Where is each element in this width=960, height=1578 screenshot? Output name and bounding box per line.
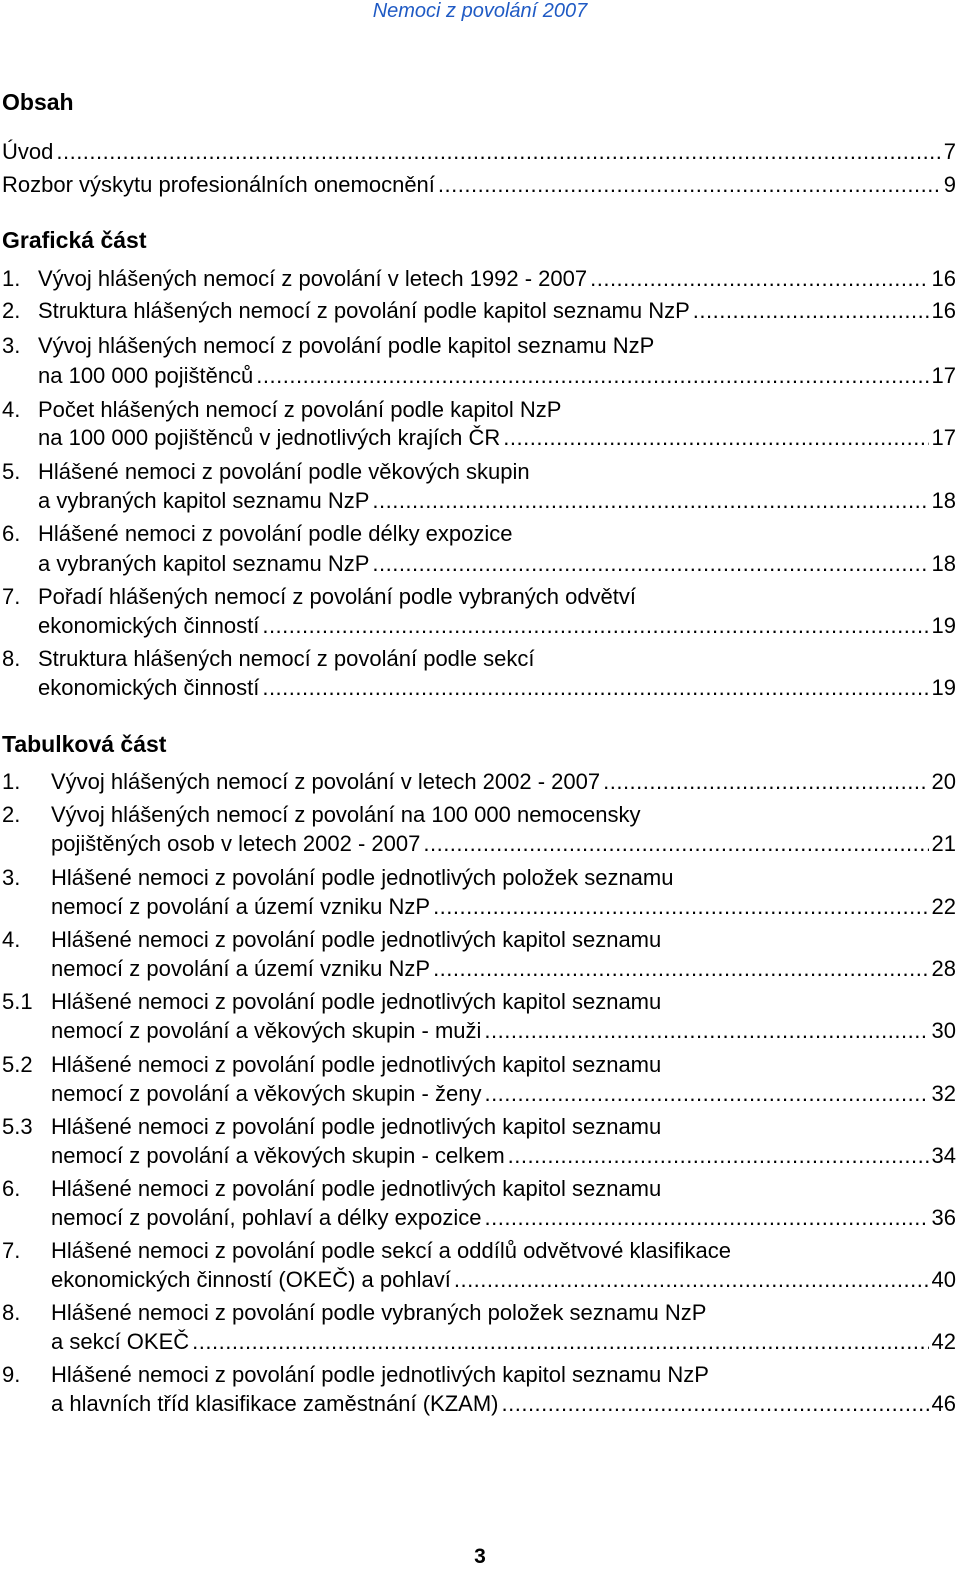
toc-graph-entry-2[interactable] <box>2 296 956 326</box>
toc-entry-page: 30 <box>931 1018 956 1043</box>
toc-entry-page: 19 <box>931 613 956 638</box>
toc-table-entry-4-cont[interactable] <box>2 954 956 984</box>
dot-leader <box>454 1265 929 1295</box>
entry-number: 1. <box>2 769 21 794</box>
dot-leader <box>423 829 928 859</box>
toc-graph-entry-4[interactable] <box>2 395 956 425</box>
entry-number: 3. <box>2 333 21 358</box>
entry-number: 2. <box>2 298 21 323</box>
dot-leader <box>438 170 941 200</box>
toc-entry-text: Hlášené nemoci z povolání podle jednotlivých kapitol seznamu <box>51 1052 662 1077</box>
toc-table-entry-5-3-cont[interactable] <box>2 1141 956 1171</box>
toc-heading: Obsah <box>2 89 74 115</box>
toc-entry-text: nemocí z povolání a věkových skupin - celkem <box>51 1143 505 1168</box>
toc-table-entry-7[interactable] <box>2 1236 956 1266</box>
entry-number: 4. <box>2 927 21 952</box>
toc-graph-entry-5-cont[interactable] <box>2 486 956 516</box>
toc-entry-text: ekonomických činností <box>38 675 260 700</box>
toc-table-entry-2-cont[interactable] <box>2 829 956 859</box>
entry-number: 5.3 <box>2 1114 33 1139</box>
entry-number: 7. <box>2 584 21 609</box>
toc-graph-entry-3-cont[interactable] <box>2 361 956 391</box>
entry-number: 8. <box>2 1300 21 1325</box>
page-number: 3 <box>474 1545 486 1568</box>
toc-entry-page: 9 <box>943 172 956 197</box>
toc-table-entry-5-3[interactable] <box>2 1112 956 1142</box>
toc-entry-text: na 100 000 pojištěnců v jednotlivých krajích ČR <box>38 425 501 450</box>
toc-entry-page: 18 <box>931 551 956 576</box>
toc-entry-text: nemocí z povolání, pohlaví a délky expozice <box>51 1205 482 1230</box>
entry-number: 6. <box>2 521 21 546</box>
toc-entry-page: 20 <box>931 769 956 794</box>
dot-leader <box>603 767 928 797</box>
toc-entry-text: nemocí z povolání a území vzniku NzP <box>51 956 431 981</box>
dot-leader <box>372 549 928 579</box>
toc-entry-text: pojištěných osob v letech 2002 - 2007 <box>51 831 421 856</box>
toc-entry-text: Rozbor výskytu profesionálních onemocnění <box>2 172 435 197</box>
toc-entry-page: 7 <box>943 139 956 164</box>
toc-table-entry-5-1[interactable] <box>2 987 956 1017</box>
toc-entry-text: nemocí z povolání a území vzniku NzP <box>51 894 431 919</box>
dot-leader <box>56 137 940 167</box>
toc-entry-text: nemocí z povolání a věkových skupin - muži <box>51 1018 482 1043</box>
toc-table-entry-3-cont[interactable] <box>2 892 956 922</box>
toc-entry-page: 42 <box>931 1329 956 1354</box>
toc-entry-page: 32 <box>931 1081 956 1106</box>
entry-number: 4. <box>2 397 21 422</box>
toc-entry-page: 28 <box>931 956 956 981</box>
toc-entry-text: Vývoj hlášených nemocí z povolání v letech 1992 - 2007 <box>38 266 588 291</box>
dot-leader <box>502 1389 929 1419</box>
toc-entry-page: 40 <box>931 1267 956 1292</box>
entry-number: 5.2 <box>2 1052 33 1077</box>
toc-entry-text: ekonomických činností (OKEČ) a pohlaví <box>51 1267 451 1292</box>
toc-graph-entry-6[interactable] <box>2 519 956 549</box>
toc-graph-entry-3[interactable] <box>2 331 956 361</box>
toc-entry-text: a vybraných kapitol seznamu NzP <box>38 488 370 513</box>
toc-entry-text: Hlášené nemoci z povolání podle jednotlivých kapitol seznamu <box>51 1114 662 1139</box>
toc-entry-text: Hlášené nemoci z povolání podle jednotlivých kapitol seznamu <box>51 1176 662 1201</box>
dot-leader <box>508 1141 929 1171</box>
entry-number: 9. <box>2 1362 21 1387</box>
entry-number: 7. <box>2 1238 21 1263</box>
toc-entry-text: Vývoj hlášených nemocí z povolání v letech 2002 - 2007 <box>51 769 601 794</box>
entry-number: 6. <box>2 1176 21 1201</box>
toc-entry-intro[interactable] <box>2 137 956 167</box>
toc-table-entry-2[interactable] <box>2 800 956 830</box>
toc-table-entry-6[interactable] <box>2 1174 956 1204</box>
table-section-heading: Tabulková část <box>2 731 167 757</box>
toc-entry-text: Hlášené nemoci z povolání podle jednotlivých kapitol seznamu <box>51 927 662 952</box>
toc-graph-entry-5[interactable] <box>2 457 956 487</box>
toc-entry-page: 34 <box>931 1143 956 1168</box>
toc-entry-text: Hlášené nemoci z povolání podle sekcí a oddílů odvětvové klasifikace <box>51 1238 731 1263</box>
toc-graph-entry-7[interactable] <box>2 582 956 612</box>
dot-leader <box>693 296 929 326</box>
toc-entry-text: Hlášené nemoci z povolání podle jednotlivých položek seznamu <box>51 865 674 890</box>
dot-leader <box>433 892 928 922</box>
graphic-section-heading: Grafická část <box>2 227 147 253</box>
toc-graph-entry-1[interactable] <box>2 264 956 294</box>
toc-entry-text: Pořadí hlášených nemocí z povolání podle vybraných odvětví <box>38 584 637 609</box>
toc-table-entry-5-1-cont[interactable] <box>2 1016 956 1046</box>
entry-number: 5. <box>2 459 21 484</box>
dot-leader <box>433 954 928 984</box>
toc-entry-page: 21 <box>931 831 956 856</box>
toc-entry-text: na 100 000 pojištěnců <box>38 363 254 388</box>
entry-number: 2. <box>2 802 21 827</box>
dot-leader <box>484 1016 928 1046</box>
toc-entry-page: 46 <box>931 1391 956 1416</box>
entry-number: 3. <box>2 865 21 890</box>
toc-entry-text: Hlášené nemoci z povolání podle jednotlivých kapitol seznamu NzP <box>51 1362 709 1387</box>
dot-leader <box>484 1079 928 1109</box>
dot-leader <box>262 673 928 703</box>
toc-entry-text: nemocí z povolání a věkových skupin - ženy <box>51 1081 482 1106</box>
toc-table-entry-9[interactable] <box>2 1360 956 1390</box>
entry-number: 5.1 <box>2 989 33 1014</box>
toc-graph-entry-8-cont[interactable] <box>2 673 956 703</box>
toc-table-entry-5-2[interactable] <box>2 1050 956 1080</box>
toc-entry-text: Struktura hlášených nemocí z povolání podle sekcí <box>38 646 535 671</box>
toc-entry-page: 16 <box>931 266 956 291</box>
toc-table-entry-6-cont[interactable] <box>2 1203 956 1233</box>
toc-table-entry-1[interactable] <box>2 767 956 797</box>
toc-graph-entry-8[interactable] <box>2 644 956 674</box>
toc-entry-text: Hlášené nemoci z povolání podle délky expozice <box>38 521 513 546</box>
toc-entry-text: Struktura hlášených nemocí z povolání podle kapitol seznamu NzP <box>38 298 690 323</box>
toc-entry-text: Hlášené nemoci z povolání podle jednotlivých kapitol seznamu <box>51 989 662 1014</box>
toc-table-entry-9-cont[interactable] <box>2 1389 956 1419</box>
toc-table-entry-3[interactable] <box>2 863 956 893</box>
toc-entry-text: Vývoj hlášených nemocí z povolání na 100 000 nemocensky <box>51 802 641 827</box>
toc-graph-entry-4-cont[interactable] <box>2 423 956 453</box>
dot-leader <box>262 611 928 641</box>
toc-entry-page: 17 <box>931 363 956 388</box>
toc-table-entry-5-2-cont[interactable] <box>2 1079 956 1109</box>
toc-entry-analysis[interactable] <box>2 170 956 200</box>
toc-graph-entry-6-cont[interactable] <box>2 549 956 579</box>
toc-entry-text: Úvod <box>2 139 54 164</box>
toc-entry-text: a sekcí OKEČ <box>51 1329 190 1354</box>
toc-entry-page: 22 <box>931 894 956 919</box>
toc-entry-text: Vývoj hlášených nemocí z povolání podle kapitol seznamu NzP <box>38 333 655 358</box>
toc-entry-text: ekonomických činností <box>38 613 260 638</box>
toc-entry-text: Hlášené nemoci z povolání podle vybraných položek seznamu NzP <box>51 1300 707 1325</box>
toc-graph-entry-7-cont[interactable] <box>2 611 956 641</box>
entry-number: 1. <box>2 266 21 291</box>
toc-entry-text: Hlášené nemoci z povolání podle věkových skupin <box>38 459 530 484</box>
toc-entry-page: 36 <box>931 1205 956 1230</box>
dot-leader <box>372 486 928 516</box>
toc-entry-text: Počet hlášených nemocí z povolání podle kapitol NzP <box>38 397 562 422</box>
dot-leader <box>503 423 928 453</box>
toc-entry-text: a hlavních tříd klasifikace zaměstnání (KZAM) <box>51 1391 499 1416</box>
toc-entry-page: 16 <box>931 298 956 323</box>
toc-entry-text: a vybraných kapitol seznamu NzP <box>38 551 370 576</box>
dot-leader <box>590 264 928 294</box>
dot-leader <box>484 1203 928 1233</box>
toc-entry-page: 18 <box>931 488 956 513</box>
dot-leader <box>192 1327 928 1357</box>
toc-table-entry-7-cont[interactable] <box>2 1265 956 1295</box>
dot-leader <box>256 361 928 391</box>
running-header: Nemoci z povolání 2007 <box>372 0 588 22</box>
toc-entry-page: 19 <box>931 675 956 700</box>
toc-entry-page: 17 <box>931 425 956 450</box>
toc-table-entry-8-cont[interactable] <box>2 1327 956 1357</box>
toc-table-entry-4[interactable] <box>2 925 956 955</box>
toc-table-entry-8[interactable] <box>2 1298 956 1328</box>
entry-number: 8. <box>2 646 21 671</box>
